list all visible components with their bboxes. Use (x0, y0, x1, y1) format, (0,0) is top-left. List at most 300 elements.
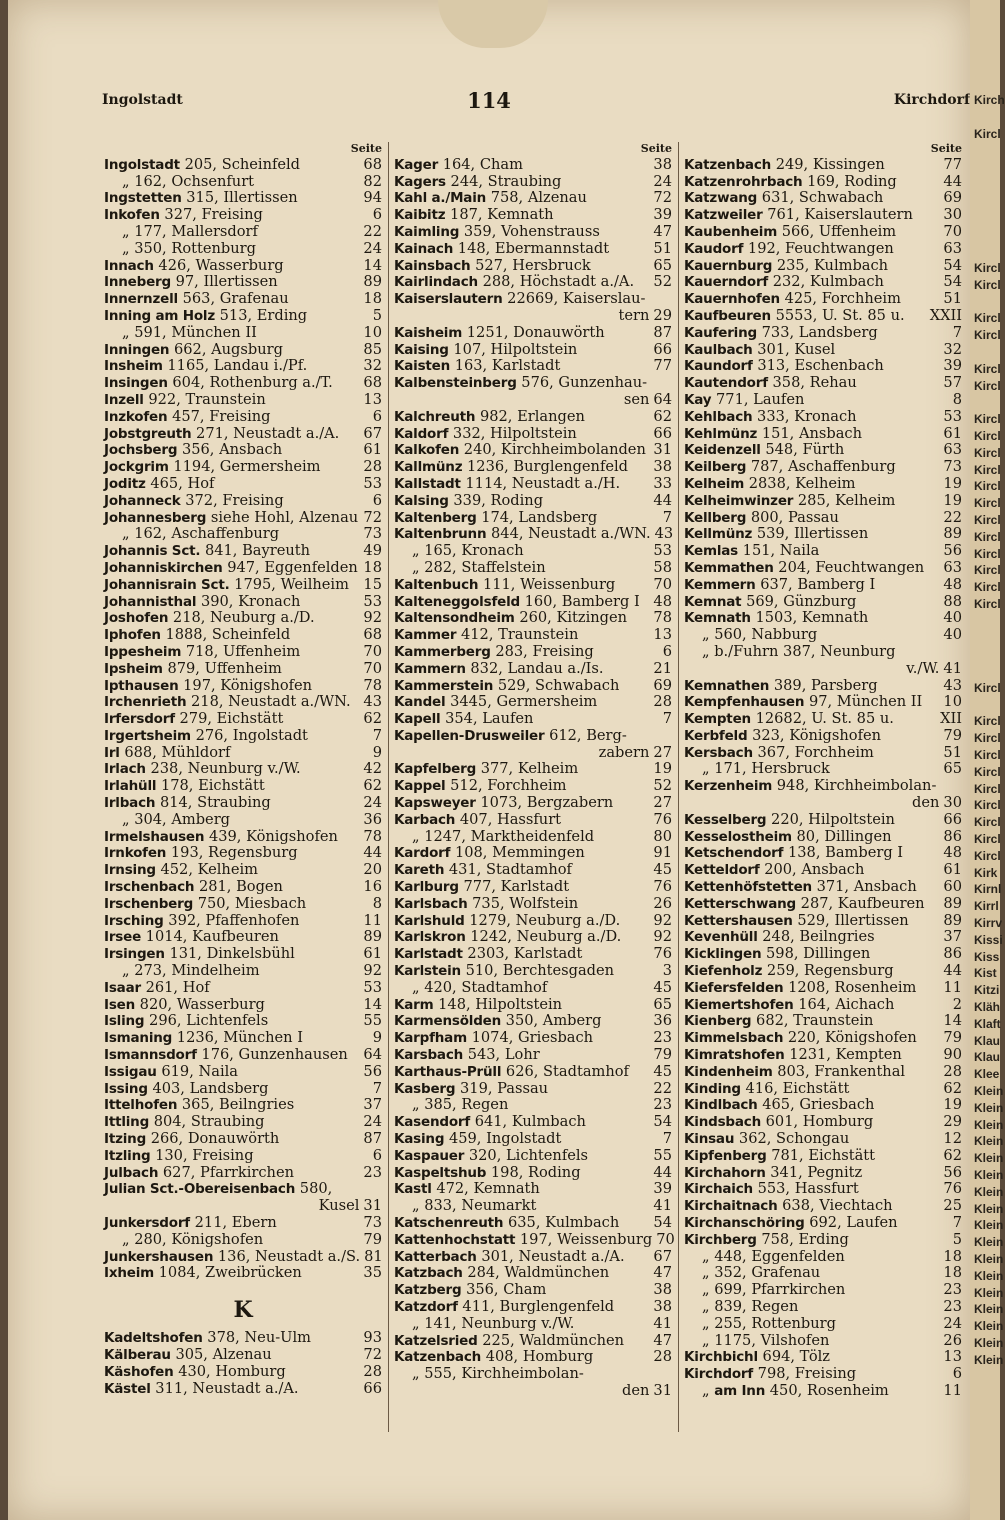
population-district: 563, Grafenau (182, 290, 289, 308)
population-district: 718, Uffenheim (185, 642, 301, 660)
entry-text (684, 1114, 939, 1131)
edge-fragment: Kiss (974, 949, 1000, 964)
page-ref: 18 (943, 1247, 962, 1265)
population-district: 465, Hof (150, 474, 215, 492)
index-entry (104, 929, 382, 946)
place-name: Kammern (394, 660, 466, 677)
index-entry (684, 946, 962, 963)
population-district: 781, Eichstätt (771, 1146, 875, 1164)
index-entry (104, 1215, 382, 1232)
edge-fragment: Klein (974, 1218, 1004, 1233)
index-entry (104, 778, 382, 795)
place-name: Kandel (394, 694, 446, 711)
entry-text (684, 778, 958, 795)
entry-text (394, 879, 649, 896)
page-ref: 44 (943, 172, 962, 190)
place-name: Kelheim (684, 475, 745, 492)
column-divider (678, 142, 679, 1432)
page-ref: 53 (943, 407, 962, 425)
population-district: 576, Gunzenhau- (521, 374, 648, 392)
entry-text (394, 963, 659, 980)
entry-text (394, 493, 649, 510)
population-district: 777, Karlstadt (463, 878, 570, 896)
page-ref: 36 (653, 1012, 672, 1030)
page-ref: 76 (653, 810, 672, 828)
place-name: Kardorf (394, 845, 451, 862)
population-district: 354, Laufen (445, 710, 534, 728)
place-name: Kemnath (684, 610, 751, 627)
page-ref: 64 (363, 1046, 382, 1064)
continuation-text: v./W. (906, 659, 940, 677)
population-district: 131, Dinkelsbühl (169, 945, 295, 963)
index-entry (684, 493, 962, 510)
place-name: Kapell (394, 711, 441, 728)
entry-text (104, 1198, 359, 1215)
entry-text (104, 1215, 359, 1232)
entry-text (684, 1097, 939, 1114)
page-ref: 6 (952, 1365, 962, 1383)
page-ref: 53 (363, 474, 382, 492)
population-district: 459, Ingolstadt (448, 1130, 562, 1148)
entry-text (104, 845, 359, 862)
index-entry (394, 174, 672, 191)
population-district: 1074, Griesbach (471, 1029, 594, 1047)
place-name: Karlsbach (394, 895, 468, 912)
index-entry (394, 291, 672, 308)
entry-text (394, 526, 651, 543)
index-entry (684, 1299, 962, 1316)
edge-fragment (974, 210, 1004, 227)
page-ref: 89 (943, 911, 962, 929)
place-name: Kaising (394, 341, 449, 358)
page-ref: 91 (653, 844, 672, 862)
index-entry (394, 476, 672, 493)
entry-text (684, 1366, 949, 1383)
continuation-text: den (622, 1381, 650, 1399)
entry-text (104, 190, 359, 207)
population-district: 350, Amberg (505, 1012, 602, 1030)
population-district: 220, Königshofen (787, 1029, 917, 1047)
entry-text (394, 1013, 649, 1030)
place-name: Katzenbach (394, 1349, 482, 1366)
index-entry (104, 1181, 382, 1198)
edge-fragment: Klein (974, 1335, 1004, 1350)
place-name: Isen (104, 996, 136, 1013)
index-entry (684, 610, 962, 627)
place-name: Johannisthal (104, 593, 197, 610)
place-name: Johannis Sct. (104, 543, 201, 560)
seite-label: Seite (930, 142, 962, 155)
population-district: 162, Aschaffenburg (134, 525, 280, 543)
page-ref: 92 (653, 928, 672, 946)
place-name: Inzkofen (104, 408, 168, 425)
entry-text (104, 493, 369, 510)
population-district: 271, Neustadt a./A. (196, 424, 340, 442)
place-name: Kautendorf (684, 375, 768, 392)
page-ref: 36 (363, 810, 382, 828)
page-ref: 68 (363, 155, 382, 173)
population-district: 377, Kelheim (480, 760, 579, 778)
index-entry (394, 325, 672, 342)
population-district: 12682, U. St. 85 u. (755, 710, 894, 728)
entry-text (104, 997, 359, 1014)
index-entry (684, 358, 962, 375)
population-district: 273, Mindelheim (134, 962, 260, 980)
population-district: 598, Dillingen (766, 945, 871, 963)
population-district: 539, Illertissen (756, 525, 869, 543)
edge-fragment: Kirrv (974, 916, 1003, 931)
page-ref: 55 (363, 1012, 382, 1030)
population-district: 362, Schongau (738, 1130, 850, 1148)
page-ref: 51 (653, 239, 672, 257)
entry-text (684, 745, 939, 762)
entry-text (394, 644, 659, 661)
index-entry (684, 325, 962, 342)
page-ref: 6 (372, 407, 382, 425)
place-name: Ingstetten (104, 190, 182, 207)
edge-fragment (974, 243, 1004, 260)
place-name: Kevenhüll (684, 929, 758, 946)
entry-text (684, 426, 939, 443)
entry-text (104, 946, 359, 963)
ditto-mark: „ (122, 239, 130, 257)
place-name: Karbach (394, 811, 456, 828)
entry-text (394, 946, 649, 963)
index-entry (684, 1148, 962, 1165)
page-ref: 44 (363, 844, 382, 862)
place-name: Kirchaich (684, 1181, 753, 1198)
ditto-mark: „ (702, 1297, 710, 1315)
population-district: 1242, Neuburg a./D. (470, 928, 622, 946)
population-district: 288, Höchstadt a./A. (482, 273, 635, 291)
population-district: 296, Lichtenfels (149, 1012, 269, 1030)
place-name: Kiefersfelden (684, 979, 784, 996)
place-name: Kimmelsbach (684, 1030, 784, 1047)
place-name: Katschenreuth (394, 1215, 504, 1231)
population-district: siehe Hohl, Alzenau (210, 508, 359, 526)
population-district: 426, Wasserburg (158, 256, 284, 274)
index-entry (394, 426, 672, 443)
population-district: 378, Neu-Ulm (207, 1329, 311, 1347)
entry-text (104, 1381, 359, 1398)
ditto-mark: „ (412, 1197, 420, 1215)
page-ref: 6 (372, 491, 382, 509)
population-district: 313, Eschenbach (757, 357, 884, 375)
index-entry (104, 190, 382, 207)
index-entry (104, 1347, 382, 1364)
page-ref: 43 (363, 693, 382, 711)
population-district: 407, Hassfurt (459, 810, 562, 828)
index-entry (104, 543, 382, 560)
page-ref: 7 (952, 323, 962, 341)
place-name: Kälberau (104, 1346, 171, 1363)
population-district: 281, Bogen (198, 878, 283, 896)
place-name: Irchenrieth (104, 694, 187, 711)
index-entry (104, 980, 382, 997)
ditto-mark: „ (702, 1264, 710, 1282)
entry-text (684, 190, 939, 207)
population-district: 266, Donauwörth (150, 1130, 280, 1148)
entry-text (684, 980, 939, 997)
index-entry (684, 459, 962, 476)
entry-text (684, 543, 939, 560)
index-entry (684, 711, 962, 728)
page-ref: 92 (363, 609, 382, 627)
ditto-mark: „ (702, 626, 710, 644)
index-entry (394, 392, 672, 409)
population-district: 174, Landsberg (481, 508, 598, 526)
place-name: Kaundorf (684, 358, 753, 375)
edge-fragment: Klein (974, 1201, 1004, 1216)
index-entry (684, 1165, 962, 1182)
place-name: Kirchaitnach (684, 1198, 778, 1215)
page-ref: 14 (363, 995, 382, 1013)
entry-text (104, 627, 359, 644)
place-name: Kauernhofen (684, 291, 780, 308)
population-district: 457, Freising (172, 407, 271, 425)
edge-fragment: Kircl (974, 328, 1001, 343)
place-name: Karmensölden (394, 1013, 502, 1030)
index-entry (684, 963, 962, 980)
index-entry (684, 862, 962, 879)
index-entry (684, 375, 962, 392)
page-ref: 25 (943, 1197, 962, 1215)
place-name: Kemlas (684, 543, 739, 560)
page-ref: 35 (363, 1264, 382, 1282)
index-entry (104, 812, 382, 829)
population-district: 1114, Neustadt a./H. (465, 474, 621, 492)
population-district: 162, Ochsenfurt (134, 172, 255, 190)
page-ref: 89 (943, 894, 962, 912)
population-district: 922, Traunstein (148, 390, 266, 408)
place-name: Inzell (104, 391, 144, 408)
page-ref: 26 (943, 1331, 962, 1349)
edge-fragment: Kircl (974, 311, 1001, 326)
population-district: 439, Königshofen (208, 827, 338, 845)
page-ref: 72 (363, 1345, 382, 1363)
entry-text (104, 862, 359, 879)
entry-text (394, 157, 649, 174)
entry-text (684, 896, 939, 913)
entry-text (684, 644, 958, 661)
entry-text (684, 661, 939, 678)
place-name: Irnsing (104, 862, 156, 879)
place-name: Kienberg (684, 1013, 752, 1030)
place-name: Irlbach (104, 795, 156, 812)
population-district: 305, Alzenau (175, 1345, 272, 1363)
population-district: 601, Homburg (765, 1113, 874, 1131)
place-name: Johanneck (104, 492, 181, 509)
page-ref: 3 (662, 962, 672, 980)
entry-text (104, 1131, 359, 1148)
place-name: Kaltenbrunn (394, 526, 487, 543)
page-ref: 62 (363, 777, 382, 795)
page-ref: 38 (653, 458, 672, 476)
place-name: Kaspeltshub (394, 1164, 487, 1181)
entry-text (684, 560, 939, 577)
population-district: 385, Regen (424, 1096, 509, 1114)
index-entry (104, 594, 382, 611)
place-name: Kicklingen (684, 946, 762, 963)
index-entry (684, 510, 962, 527)
edge-fragment: Klein (974, 1184, 1004, 1199)
population-district: 352, Grafenau (714, 1264, 821, 1282)
entry-text (684, 1265, 939, 1282)
population-district: 412, Traunstein (460, 626, 579, 644)
ditto-mark: „ (702, 642, 710, 660)
edge-fragment: Kirrl (974, 899, 999, 914)
entry-text (684, 829, 939, 846)
index-entry (104, 661, 382, 678)
entry-text (104, 1148, 369, 1165)
entry-text (104, 375, 359, 392)
page-ref: 31 (363, 1197, 382, 1215)
population-district: 285, Kelheim (797, 491, 896, 509)
population-district: 529, Schwabach (497, 676, 620, 694)
place-name: Kammerberg (394, 643, 491, 660)
index-entry (104, 913, 382, 930)
population-district: 420, Stadtamhof (424, 978, 548, 996)
entry-text (684, 1081, 939, 1098)
index-entry (394, 1064, 672, 1081)
population-district: 311, Neustadt a./A. (155, 1379, 299, 1397)
entry-text (394, 678, 649, 695)
entry-text (104, 745, 369, 762)
edge-fragment: Kircl (974, 731, 1001, 746)
index-entry (394, 1165, 672, 1182)
population-district: 472, Kemnath (436, 1180, 540, 1198)
place-name: Isling (104, 1013, 145, 1030)
page-ref: 63 (943, 558, 962, 576)
entry-text (104, 1081, 369, 1098)
entry-text (394, 829, 649, 846)
index-entry (104, 610, 382, 627)
edge-fragment: Klein (974, 1151, 1004, 1166)
entry-text (104, 577, 359, 594)
page-ref: 9 (372, 1029, 382, 1047)
place-name: Itzing (104, 1131, 147, 1148)
entry-text (684, 493, 939, 510)
population-district: 2303, Karlstadt (467, 945, 583, 963)
place-name: Irlahüll (104, 778, 157, 795)
page-ref: 61 (943, 861, 962, 879)
edge-fragment: Klaft (974, 1016, 1001, 1031)
entry-text (394, 997, 649, 1014)
index-entry (104, 375, 382, 392)
column-2 (394, 140, 675, 1400)
entry-text (684, 274, 939, 291)
page-ref: 9 (372, 743, 382, 761)
place-name: Kattenhochstatt (394, 1231, 516, 1248)
place-name: Ipsheim (104, 660, 163, 677)
index-entry (394, 1030, 672, 1047)
entry-text (684, 627, 939, 644)
index-entry (394, 1047, 672, 1064)
edge-fragment: Klein (974, 1117, 1004, 1132)
page-ref (668, 1366, 672, 1383)
index-entry (104, 845, 382, 862)
page-ref: 41 (653, 1314, 672, 1332)
entry-text (104, 358, 359, 375)
index-entry (104, 1364, 382, 1381)
place-name: Kemnat (684, 593, 742, 610)
population-district: 240, Kirchheimbolanden (463, 441, 646, 459)
index-entry (394, 812, 672, 829)
population-district: 130, Freising (155, 1146, 254, 1164)
population-district: 411, Burglengenfeld (462, 1297, 615, 1315)
ditto-mark: „ (702, 760, 710, 778)
entry-text (394, 896, 649, 913)
place-name: Irsee (104, 929, 142, 946)
index-entry (104, 829, 382, 846)
page-ref: 70 (653, 575, 672, 593)
entry-text (394, 174, 649, 191)
page-ref: 86 (943, 827, 962, 845)
population-district: 1175, Vilshofen (714, 1331, 830, 1349)
place-name: Katterbach (394, 1248, 477, 1265)
index-entry (684, 1198, 962, 1215)
place-name: Kaisheim (394, 324, 463, 341)
index-entry (684, 812, 962, 829)
index-entry (104, 1114, 382, 1131)
index-entry (104, 493, 382, 510)
page-ref: 43 (943, 676, 962, 694)
index-entry (104, 476, 382, 493)
page-ref: 51 (943, 743, 962, 761)
place-name: Ittling (104, 1114, 150, 1131)
place-name: Kaufbeuren (684, 307, 771, 324)
page-number: 114 (467, 88, 511, 113)
entry-text (394, 241, 649, 258)
population-district: 637, Bamberg I (760, 575, 876, 593)
index-entry (684, 980, 962, 997)
index-entry (394, 661, 672, 678)
index-entry (684, 174, 962, 191)
index-entry (394, 745, 672, 762)
index-entry (394, 929, 672, 946)
page-ref: 73 (363, 525, 382, 543)
entry-text (394, 1215, 649, 1232)
entry-text (684, 1349, 939, 1366)
entry-text (104, 1114, 359, 1131)
population-district: 800, Passau (750, 508, 839, 526)
entry-text (104, 795, 359, 812)
place-name: Innernzell (104, 291, 178, 308)
place-name: Kainsbach (394, 257, 471, 274)
entry-text (394, 274, 649, 291)
population-district: 390, Kronach (200, 592, 301, 610)
population-district: 372, Freising (185, 491, 284, 509)
page-ref: 23 (653, 1029, 672, 1047)
entry-text (684, 913, 939, 930)
index-entry (394, 510, 672, 527)
entry-text (104, 1265, 359, 1282)
population-district: 510, Berchtesgaden (465, 962, 615, 980)
edge-fragment: Kirnl (974, 882, 1002, 897)
index-entry (104, 1047, 382, 1064)
entry-text (394, 1249, 649, 1266)
continuation-text: Kusel (318, 1197, 360, 1215)
entry-text (684, 1148, 939, 1165)
entry-text (104, 728, 369, 745)
entry-text (684, 1181, 939, 1198)
population-district: 350, Rottenburg (134, 239, 256, 257)
entry-text (394, 845, 649, 862)
edge-fragment: Klein (974, 1268, 1004, 1283)
index-entry (104, 711, 382, 728)
population-district: 244, Straubing (450, 172, 562, 190)
entry-text (684, 1030, 939, 1047)
